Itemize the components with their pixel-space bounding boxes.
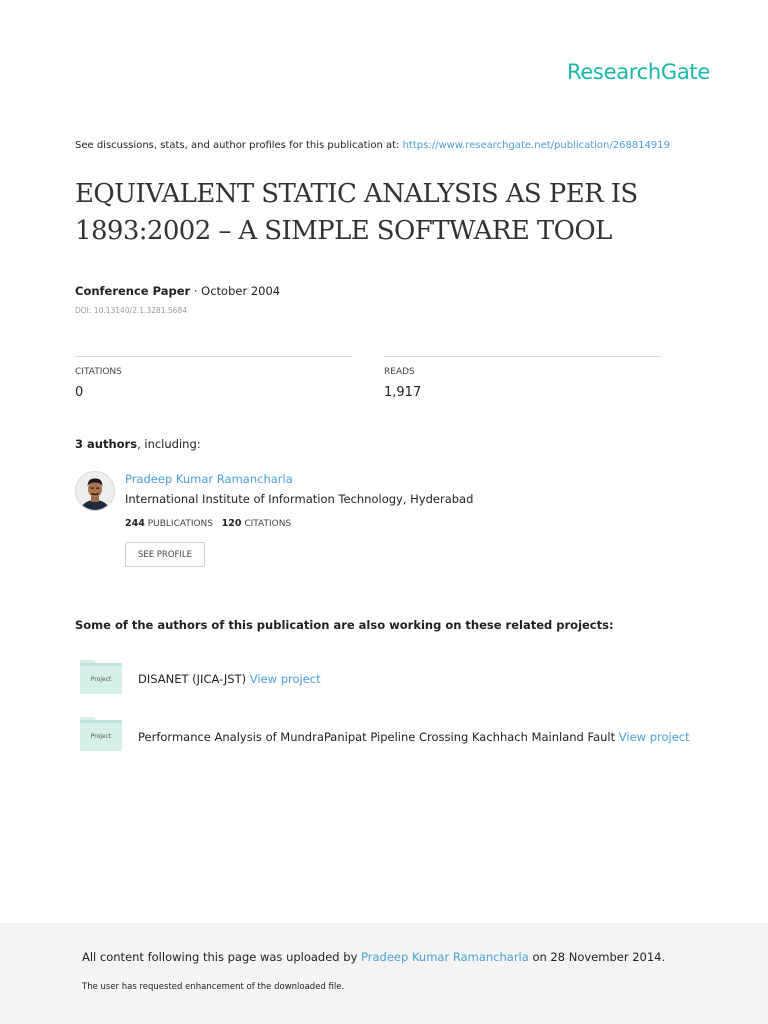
- publication-url-link[interactable]: https://www.researchgate.net/publication/268814919: [402, 140, 671, 151]
- project-item: [138, 730, 690, 744]
- publication-type: Conference Paper: [75, 284, 191, 298]
- author-name-link[interactable]: Pradeep Kumar Ramancharla: [125, 472, 293, 486]
- see-discussions-text: See discussions, stats, and author profiles for this publication at:: [75, 140, 400, 151]
- project-name: Performance Analysis of MundraPanipat Pipeline Crossing Kachhach Mainland Fault: [138, 730, 616, 744]
- person-icon: [76, 472, 114, 510]
- uploaded-prefix: All content following this page was uploaded by: [82, 950, 358, 964]
- authors-line: [75, 437, 201, 451]
- reads-label: READS: [384, 367, 415, 377]
- footer-panel: [0, 923, 768, 1024]
- citations-value: 0: [75, 385, 84, 400]
- researchgate-logo[interactable]: ResearchGate: [566, 60, 710, 84]
- publication-title: EQUIVALENT STATIC ANALYSIS AS PER IS 1893:2002 – A SIMPLE SOFTWARE TOOL: [75, 179, 638, 246]
- view-project-link[interactable]: View project: [249, 672, 321, 686]
- project-folder-icon[interactable]: [80, 715, 122, 751]
- view-project-link[interactable]: View project: [618, 730, 690, 744]
- publication-type-line: [75, 284, 280, 298]
- citations-label: CITATIONS: [75, 367, 122, 377]
- folder-label: Project: [90, 676, 112, 683]
- folder-icon: [80, 658, 122, 694]
- project-name: DISANET (JICA-JST): [138, 672, 247, 686]
- author-avatar[interactable]: [75, 471, 115, 511]
- related-projects-heading: Some of the authors of this publication are also working on these related projects:: [75, 618, 614, 632]
- uploaded-suffix: on 28 November 2014.: [532, 950, 666, 964]
- citations-divider: [75, 356, 352, 357]
- uploaded-by-line: [82, 950, 665, 964]
- folder-icon: [80, 715, 122, 751]
- publication-date: · October 2004: [193, 284, 281, 298]
- author-citations-count: 120: [221, 518, 242, 529]
- author-institution: International Institute of Information Technology, Hyderabad: [125, 492, 474, 506]
- reads-divider: [384, 356, 661, 357]
- folder-label: Project: [90, 733, 112, 740]
- publication-doi: DOI: 10.13140/2.1.3281.5684: [75, 306, 187, 315]
- authors-including: , including:: [137, 437, 201, 451]
- uploader-link[interactable]: Pradeep Kumar Ramancharla: [361, 950, 529, 964]
- see-profile-button[interactable]: SEE PROFILE: [125, 542, 205, 567]
- author-publications-count: 244: [125, 518, 145, 529]
- see-discussions-line: [75, 140, 670, 151]
- author-citations-label: CITATIONS: [244, 519, 292, 529]
- project-item: [138, 672, 321, 686]
- enhancement-note: The user has requested enhancement of the downloaded file.: [82, 982, 345, 992]
- project-folder-icon[interactable]: [80, 658, 122, 694]
- authors-count: 3 authors: [75, 437, 138, 451]
- reads-value: 1,917: [384, 385, 422, 400]
- author-stats: [125, 518, 291, 529]
- author-publications-label: PUBLICATIONS: [147, 519, 213, 529]
